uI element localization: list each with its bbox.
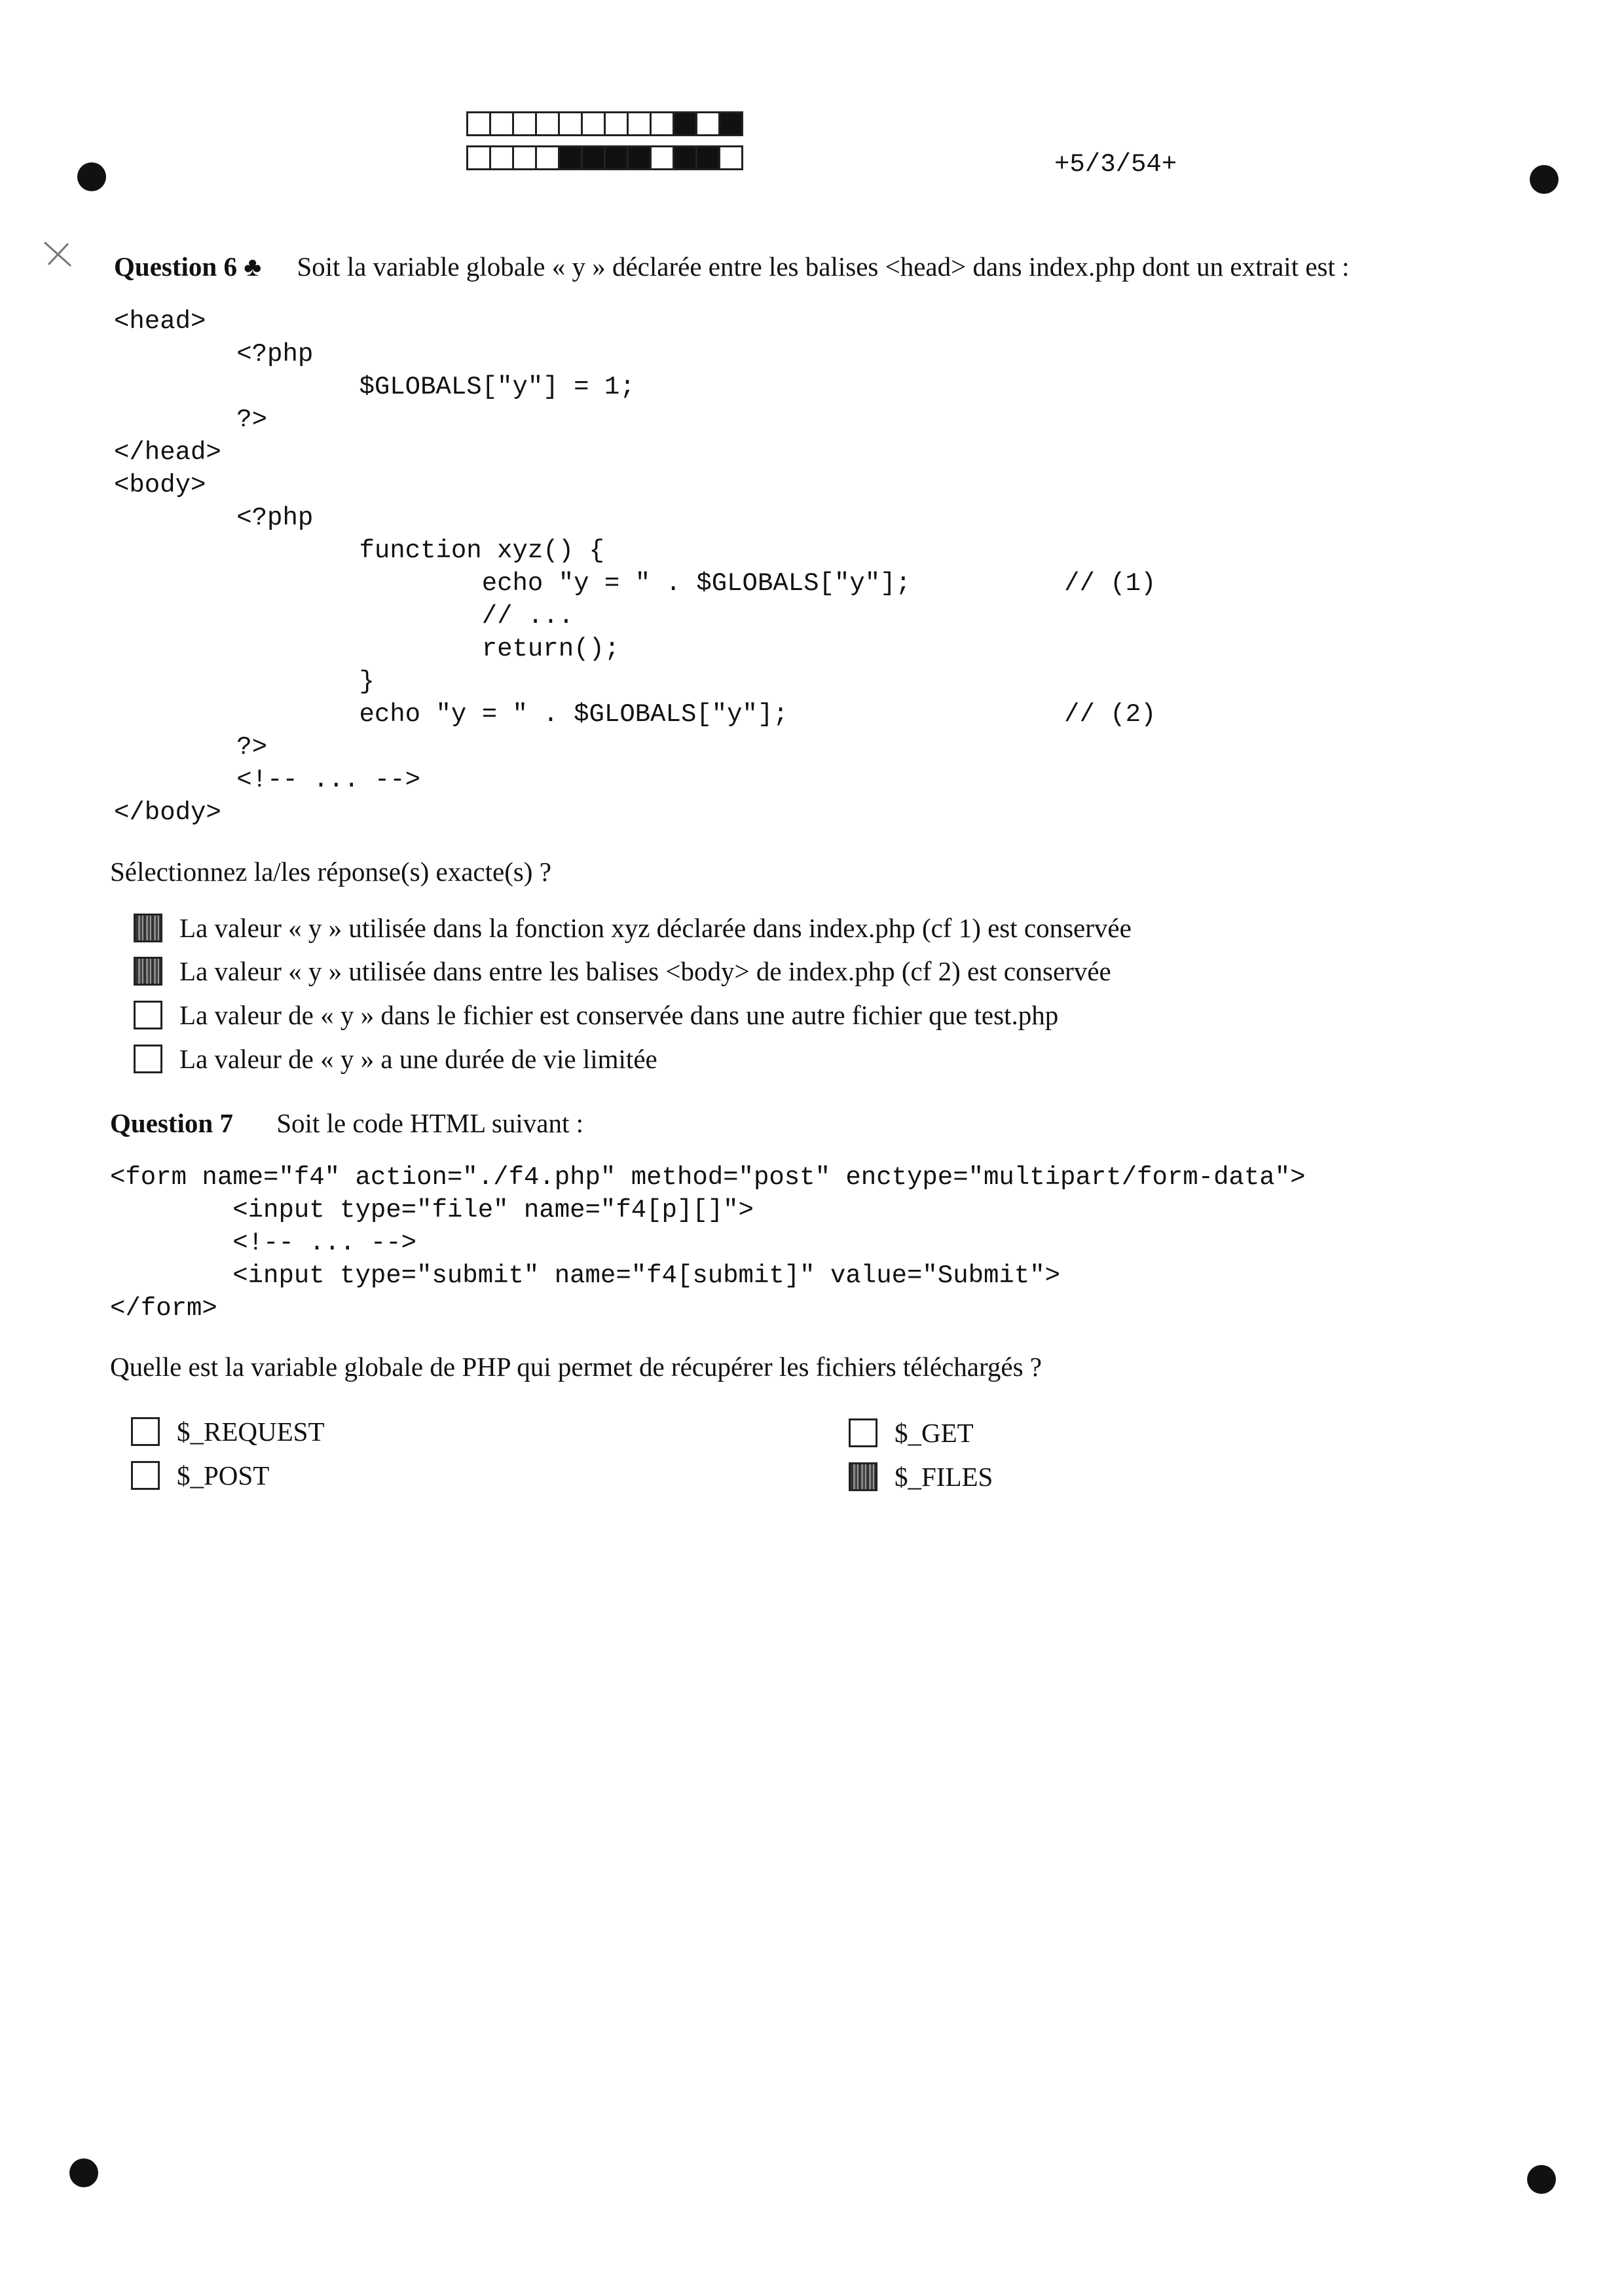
question-6-prompt: Soit la variable globale « y » déclarée entre les balises <head> dans index.php dont un extrait est : bbox=[297, 251, 1350, 282]
barcode-cell bbox=[695, 111, 720, 136]
answer-checkbox[interactable] bbox=[131, 1461, 160, 1490]
barcode-cell bbox=[558, 111, 583, 136]
answer-label: La valeur « y » utilisée dans la fonction xyz déclarée dans index.php (cf 1) est conservée bbox=[179, 913, 1132, 943]
barcode-cell bbox=[673, 111, 697, 136]
barcode-cell bbox=[489, 145, 514, 170]
code-line: <body> bbox=[114, 471, 206, 500]
code-line: echo "y = " . $GLOBALS["y"]; // (2) bbox=[114, 700, 1156, 729]
barcode-cell bbox=[466, 145, 491, 170]
code-line: <input type="submit" name="f4[submit]" value="Submit"> bbox=[110, 1261, 1061, 1290]
barcode-cell bbox=[650, 111, 674, 136]
code-line: ?> bbox=[114, 733, 268, 762]
code-line: </head> bbox=[114, 438, 221, 467]
answer-label: $_FILES bbox=[895, 1462, 993, 1492]
question-6-label: Question 6 bbox=[114, 251, 237, 282]
code-line: $GLOBALS["y"] = 1; bbox=[114, 373, 635, 401]
barcode-cell bbox=[558, 145, 583, 170]
barcode-cell bbox=[581, 111, 606, 136]
code-line: // ... bbox=[114, 602, 574, 631]
cross-mark-icon bbox=[42, 240, 75, 268]
code-line: <input type="file" name="f4[p][]"> bbox=[110, 1196, 754, 1225]
corner-mark-bottom-right bbox=[1527, 2165, 1556, 2194]
barcode-cell bbox=[604, 145, 629, 170]
code-line: return(); bbox=[114, 635, 620, 663]
barcode-cell bbox=[466, 111, 491, 136]
corner-mark-bottom-left bbox=[69, 2158, 98, 2187]
question-6-header bbox=[114, 250, 1350, 283]
corner-mark-top-right bbox=[1530, 165, 1559, 194]
answer-checkbox[interactable] bbox=[134, 1045, 162, 1073]
question-7-code bbox=[110, 1161, 1306, 1325]
code-line: echo "y = " . $GLOBALS["y"]; // (1) bbox=[114, 569, 1156, 598]
barcode-cell bbox=[627, 145, 652, 170]
question-7-instruction: Quelle est la variable globale de PHP qui permet de récupérer les fichiers téléchargés ? bbox=[110, 1352, 1043, 1382]
page-code: +5/3/54+ bbox=[1054, 150, 1177, 179]
answer-label: La valeur « y » utilisée dans entre les balises <body> de index.php (cf 2) est conservée bbox=[179, 956, 1111, 986]
question-6-instruction: Sélectionnez la/les réponse(s) exacte(s) ? bbox=[110, 857, 551, 887]
code-line: <?php bbox=[114, 340, 314, 369]
answer-label: $_GET bbox=[895, 1418, 974, 1448]
barcode-cell bbox=[535, 145, 560, 170]
answer-checkbox[interactable] bbox=[131, 1417, 160, 1446]
answer-checkbox[interactable] bbox=[134, 1001, 162, 1029]
code-line: function xyz() { bbox=[114, 536, 604, 565]
barcode-cell bbox=[512, 111, 537, 136]
code-line: </form> bbox=[110, 1294, 217, 1323]
barcode-cell bbox=[718, 111, 743, 136]
club-icon: ♣ bbox=[244, 251, 262, 282]
code-line: } bbox=[114, 667, 375, 696]
barcode-cell bbox=[604, 111, 629, 136]
answer-label: La valeur de « y » dans le fichier est conservée dans une autre fichier que test.php bbox=[179, 1000, 1059, 1030]
barcode-cell bbox=[718, 145, 743, 170]
answer-label: $_REQUEST bbox=[177, 1416, 325, 1447]
barcode-cell bbox=[695, 145, 720, 170]
answer-checkbox[interactable] bbox=[134, 957, 162, 986]
barcode-cell bbox=[512, 145, 537, 170]
answer-label: $_POST bbox=[177, 1460, 270, 1491]
barcode-cell bbox=[650, 145, 674, 170]
barcode-cell bbox=[673, 145, 697, 170]
answer-label: La valeur de « y » a une durée de vie limitée bbox=[179, 1044, 657, 1074]
question-7-header bbox=[110, 1107, 583, 1139]
code-line: <?php bbox=[114, 504, 314, 532]
barcode-cell bbox=[581, 145, 606, 170]
answer-checkbox[interactable] bbox=[849, 1462, 877, 1491]
code-line: <!-- ... --> bbox=[110, 1229, 417, 1257]
barcode-cell bbox=[489, 111, 514, 136]
barcode-cell bbox=[535, 111, 560, 136]
barcode-row-2 bbox=[466, 145, 741, 170]
question-7-label: Question 7 bbox=[110, 1108, 233, 1138]
corner-mark-top-left bbox=[77, 162, 106, 191]
code-line: <!-- ... --> bbox=[114, 766, 421, 794]
code-line: ?> bbox=[114, 405, 268, 434]
answer-checkbox[interactable] bbox=[134, 914, 162, 942]
code-line: <head> bbox=[114, 307, 206, 336]
question-7-prompt: Soit le code HTML suivant : bbox=[276, 1108, 583, 1138]
barcode-row-1 bbox=[466, 111, 741, 136]
barcode-cell bbox=[627, 111, 652, 136]
code-line: <form name="f4" action="./f4.php" method="post" enctype="multipart/form-data"> bbox=[110, 1163, 1306, 1192]
question-6-code bbox=[114, 305, 1156, 829]
answer-checkbox[interactable] bbox=[849, 1418, 877, 1447]
code-line: </body> bbox=[114, 798, 221, 827]
